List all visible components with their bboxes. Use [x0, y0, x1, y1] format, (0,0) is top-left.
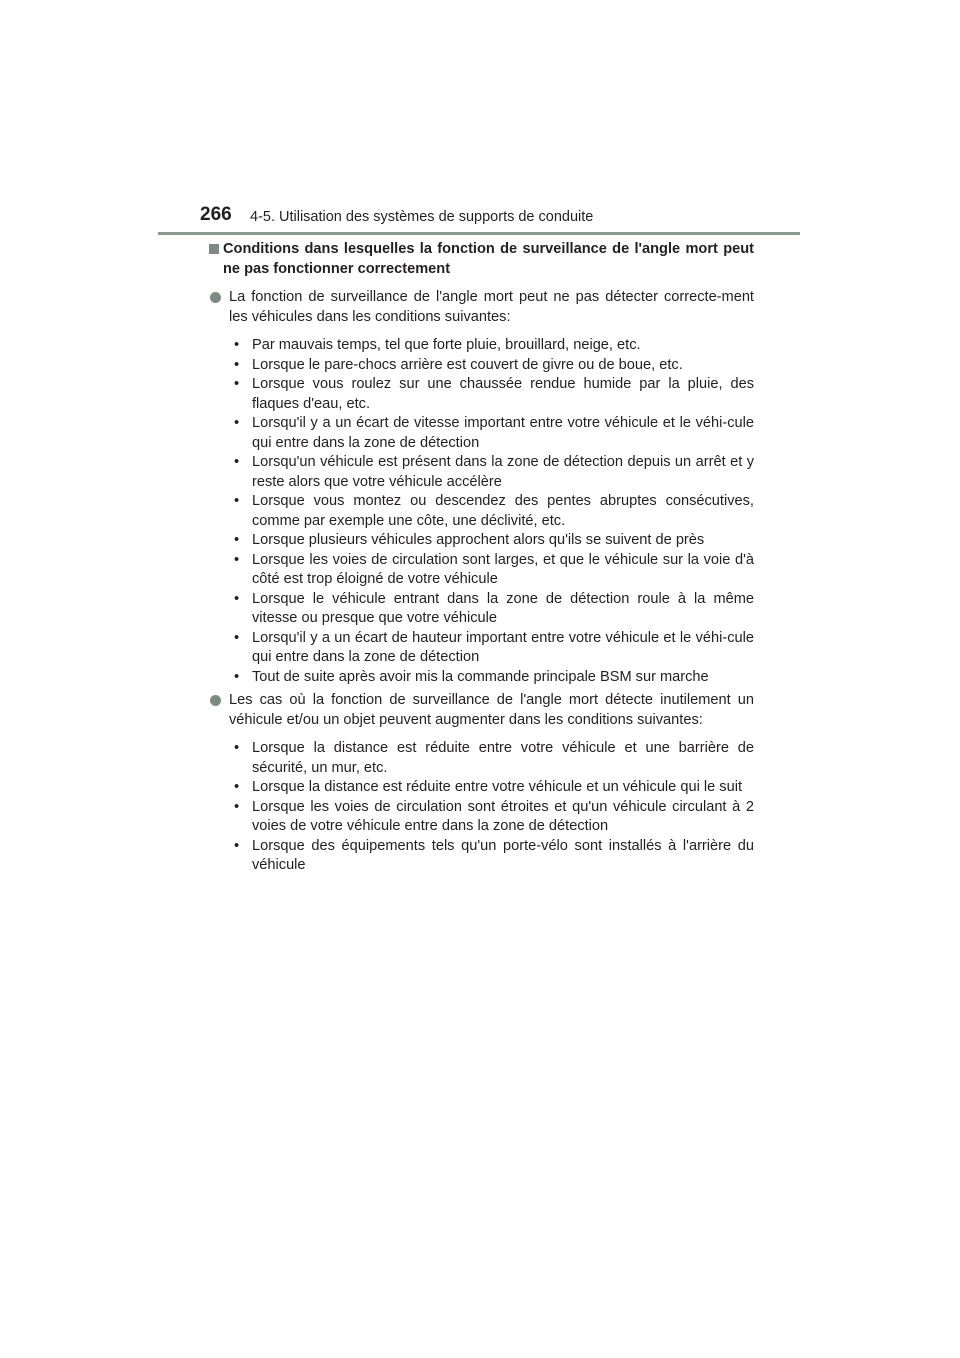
list-item: • Lorsque la distance est réduite entre votre véhicule et un véhicule qui le suit — [229, 778, 754, 798]
dot-bullet-icon: • — [234, 798, 240, 815]
dot-bullet-icon: • — [234, 740, 240, 756]
dot-bullet-icon: • — [234, 779, 240, 795]
dot-bullet-icon: • — [234, 668, 240, 685]
condition-block-not-detecting — [209, 288, 754, 327]
dot-bullet-icon: • — [234, 590, 240, 607]
dot-bullet-icon: • — [234, 837, 240, 854]
list-item: • Lorsque la distance est réduite entre votre véhicule et une barrière de sécurité, un mur, etc. — [234, 740, 754, 776]
dot-bullet-icon: • — [234, 415, 240, 431]
block-intro-text: La fonction de surveillance de l'angle mort peut ne pas détecter correcte-ment les véhicules dans les conditions suivantes: — [229, 289, 754, 325]
list-item: • Lorsque des équipements tels qu'un porte-vélo sont installés à l'arrière du véhicule — [234, 837, 754, 873]
list-item: • Lorsque vous montez ou descendez des pentes abruptes consécutives, comme par exemple une côte, une déclivité, etc. — [234, 493, 754, 529]
section-heading-text: Conditions dans lesquelles la fonction de surveillance de l'angle mort peut ne pas fonctionner correctement — [223, 241, 754, 277]
list-item: • Par mauvais temps, tel que forte pluie, brouillard, neige, etc. — [229, 336, 754, 356]
condition-list-false-detection — [229, 739, 754, 876]
dot-bullet-icon: • — [234, 376, 240, 392]
list-item: • Tout de suite après avoir mis la commande principale BSM sur marche — [229, 668, 754, 688]
list-item: • Lorsque vous roulez sur une chaussée rendue humide par la pluie, des flaques d'eau, etc. — [234, 376, 754, 412]
dot-bullet-icon: • — [234, 356, 240, 373]
header-divider — [158, 232, 800, 235]
list-item: • Lorsque les voies de circulation sont étroites et qu'un véhicule circulant à 2 voies de votre véhicule entre dans la zone de détection — [234, 798, 754, 834]
dot-bullet-icon: • — [234, 493, 240, 509]
dot-bullet-icon: • — [234, 454, 240, 470]
section-heading — [209, 240, 754, 279]
page-number: 266 — [200, 204, 232, 225]
dot-bullet-icon: • — [234, 337, 240, 353]
dot-bullet-icon: • — [234, 629, 240, 646]
list-item: • Lorsqu'il y a un écart de vitesse important entre votre véhicule et le véhi-cule qui entre dans la zone de détection — [234, 415, 754, 451]
condition-list-not-detecting — [229, 336, 754, 687]
dot-bullet-icon: • — [234, 551, 240, 568]
square-icon — [209, 244, 219, 254]
section-title: 4-5. Utilisation des systèmes de supports de conduite — [250, 209, 594, 225]
condition-block-false-detection — [209, 691, 754, 730]
block-intro-text: Les cas où la fonction de surveillance de l'angle mort détecte inutilement un véhicule et/ou un objet peuvent augmenter dans les conditions suivantes: — [229, 692, 754, 728]
list-item: • Lorsqu'il y a un écart de hauteur important entre votre véhicule et le véhi-cule qui entre dans la zone de détection — [234, 629, 754, 665]
dot-bullet-icon: • — [234, 532, 240, 548]
circle-bullet-icon — [210, 292, 221, 303]
list-item: • Lorsqu'un véhicule est présent dans la zone de détection depuis un arrêt et y reste alors que votre véhicule accélère — [234, 454, 754, 490]
list-item: • Lorsque le véhicule entrant dans la zone de détection roule à la même vitesse ou presque que votre véhicule — [234, 590, 754, 626]
circle-bullet-icon — [210, 695, 221, 706]
page-content — [209, 240, 754, 880]
list-item: • Lorsque plusieurs véhicules approchent alors qu'ils se suivent de près — [229, 531, 754, 551]
list-item: • Lorsque le pare-chocs arrière est couvert de givre ou de boue, etc. — [229, 356, 754, 376]
list-item: • Lorsque les voies de circulation sont larges, et que le véhicule sur la voie d'à côté est trop éloigné de votre véhicule — [234, 551, 754, 587]
